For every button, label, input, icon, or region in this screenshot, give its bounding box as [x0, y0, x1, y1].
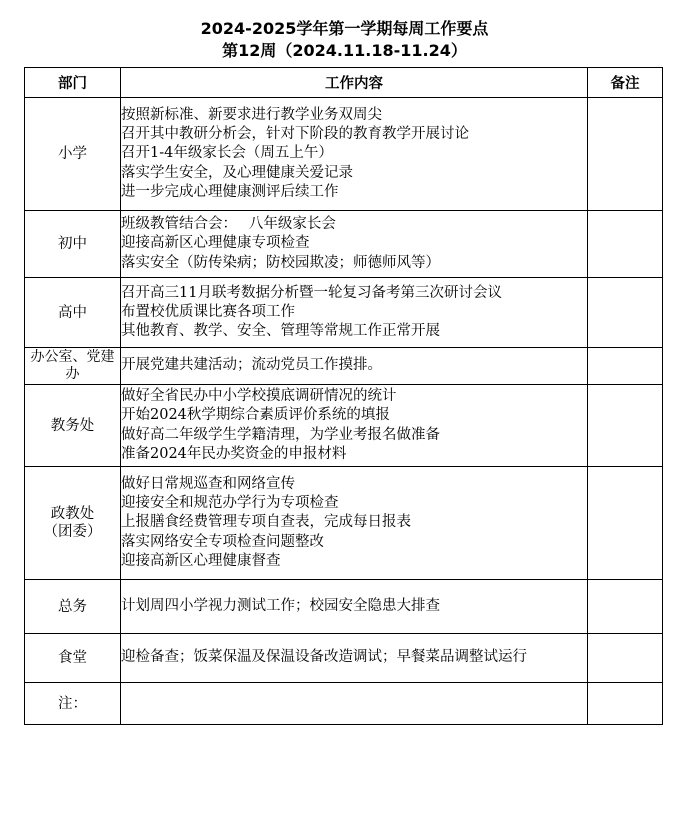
table-row [25, 683, 663, 725]
dept-label: 初中 [58, 236, 87, 252]
work-item: 准备2024年民办奖资金的申报材料 [121, 445, 347, 462]
dept-label: 总务 [58, 598, 87, 615]
work-item: 迎接高新区心理健康督查 [121, 552, 281, 569]
notes-cell [588, 634, 663, 683]
work-item: 布置校优质课比赛各项工作 [121, 303, 295, 320]
work-item: 开展党建共建活动；流动党员工作摸排。 [121, 357, 382, 374]
work-item: 开始2024秋学期综合素质评价系统的填报 [121, 407, 390, 424]
dept-cell [25, 683, 121, 725]
dept-cell [25, 278, 121, 348]
dept-label: 教务处 [50, 417, 95, 434]
weekly-plan-table [24, 67, 663, 725]
work-item: 上报膳食经费管理专项自查表，完成每日报表 [121, 514, 411, 531]
table-row [25, 634, 663, 683]
content-cell [121, 211, 588, 278]
content-cell [121, 385, 588, 467]
work-item: 班级教管结合会： 八年级家长会 [121, 216, 336, 233]
dept-cell [25, 580, 121, 634]
content-cell [121, 683, 588, 725]
notes-cell [588, 467, 663, 580]
column-header-dept: 部门 [25, 68, 121, 98]
table-row [25, 98, 663, 211]
dept-label: 办公室、党建办 [30, 349, 115, 382]
notes-cell [588, 278, 663, 348]
work-item: 做好高二年级学生学籍清理，为学业考报名做准备 [121, 426, 440, 443]
work-item: 落实安全（防传染病；防校园欺凌；师德师风等） [121, 254, 440, 271]
content-cell [121, 348, 588, 385]
dept-label: 小学 [58, 146, 87, 162]
notes-cell [588, 683, 663, 725]
table-row [25, 467, 663, 580]
dept-cell [25, 467, 121, 580]
notes-cell [588, 211, 663, 278]
work-item: 召开高三11月联考数据分析暨一轮复习备考第三次研讨会议 [121, 284, 502, 301]
table-row [25, 211, 663, 278]
notes-cell [588, 580, 663, 634]
dept-cell [25, 348, 121, 385]
notes-label: 注： [58, 695, 87, 712]
work-item: 召开其中教研分析会，针对下阶段的教育教学开展讨论 [121, 126, 469, 143]
table-row [25, 278, 663, 348]
work-item: 召开1-4年级家长会（周五上午） [121, 145, 333, 162]
work-item: 其他教育、教学、安全、管理等常规工作正常开展 [121, 323, 440, 340]
work-item: 进一步完成心理健康测评后续工作 [121, 183, 339, 200]
column-header-notes: 备注 [588, 68, 663, 98]
notes-cell [588, 385, 663, 467]
work-item: 做好全省民办中小学校摸底调研情况的统计 [121, 388, 397, 405]
work-item: 迎接高新区心理健康专项检查 [121, 235, 310, 252]
dept-label: 高中 [58, 304, 87, 321]
dept-label: 食堂 [58, 650, 87, 666]
content-cell [121, 98, 588, 211]
table-row [25, 385, 663, 467]
work-item: 迎接安全和规范办学行为专项检查 [121, 495, 339, 512]
content-cell [121, 467, 588, 580]
column-header-content: 工作内容 [121, 68, 588, 98]
table-row [25, 348, 663, 385]
content-cell [121, 580, 588, 634]
notes-cell [588, 348, 663, 385]
dept-cell [25, 385, 121, 467]
table-row [25, 580, 663, 634]
work-item: 计划周四小学视力测试工作；校园安全隐患大排查 [121, 597, 440, 614]
document-title: 2024-2025学年第一学期每周工作要点 [200, 19, 489, 38]
week-subtitle: 第12周（2024.11.18-11.24） [222, 41, 467, 60]
dept-cell [25, 634, 121, 683]
work-item: 落实学生安全，及心理健康关爱记录 [121, 164, 353, 181]
work-item: 按照新标准、新要求进行教学业务双周尖 [121, 106, 382, 123]
dept-cell [25, 211, 121, 278]
dept-cell [25, 98, 121, 211]
work-item: 迎检备查；饭菜保温及保温设备改造调试；早餐菜品调整试运行 [121, 649, 527, 666]
header-row [25, 68, 663, 98]
work-item: 做好日常规巡查和网络宣传 [121, 475, 295, 492]
content-cell [121, 278, 588, 348]
content-cell [121, 634, 588, 683]
work-item: 落实网络安全专项检查问题整改 [121, 533, 324, 550]
dept-sublabel: （团委） [43, 524, 102, 540]
notes-cell [588, 98, 663, 211]
dept-label: 政教处 [50, 506, 95, 522]
